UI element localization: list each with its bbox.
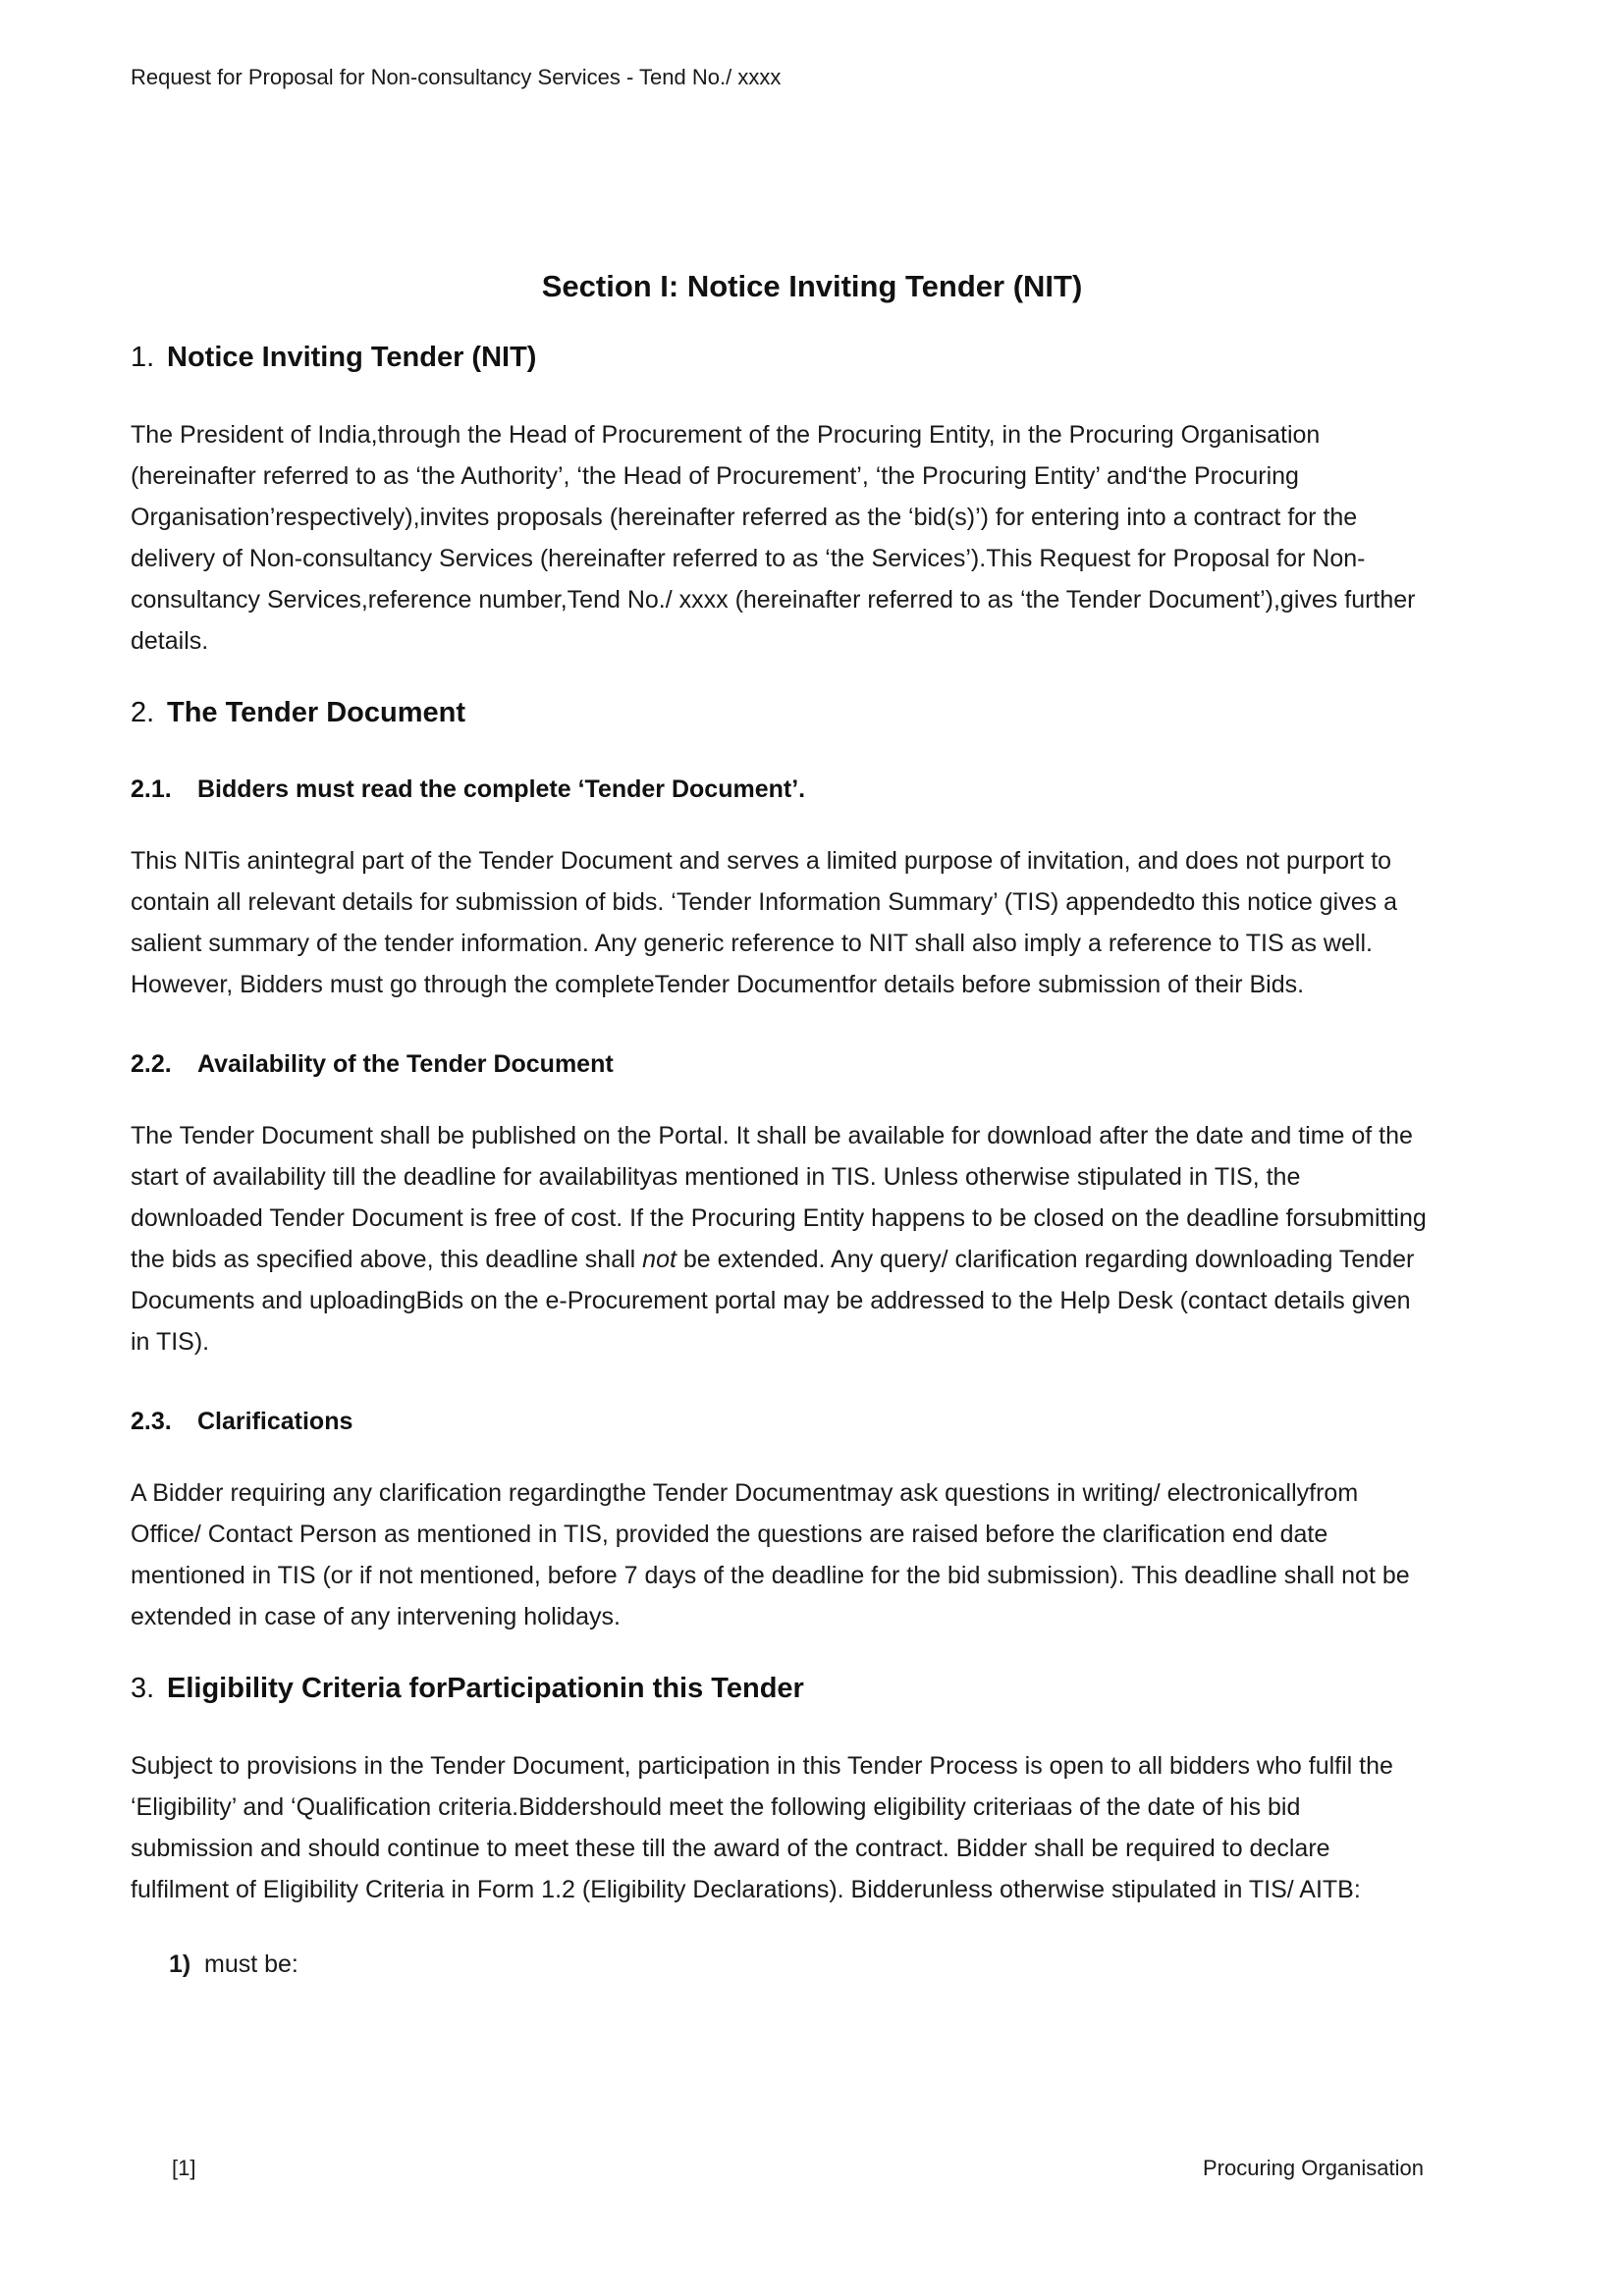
heading-number: 2.2. — [131, 1050, 172, 1078]
heading-number: 2.3. — [131, 1408, 172, 1435]
paragraph-must-read: This NITis anintegral part of the Tender Document and serves a limited purpose of invitation, and does not purport to contain all relevant details for submission of bids. ‘Tender Information Summary’ (TIS) appendedto this notice gives a salient summary of the tender information. Any generic reference to NIT shall also imply a reference to TIS as well. However, Bidders must go through the completeTender Documentfor details before submission of their Bids. — [131, 847, 1397, 998]
list-item-number: 1) — [169, 1950, 191, 1978]
heading-number: 1. — [131, 342, 155, 373]
page-number: [1] — [172, 2156, 196, 2180]
page-footer — [131, 2156, 1445, 2181]
footer-organisation-label: Procuring Organisation — [1202, 2156, 1424, 2180]
heading-3-eligibility — [131, 1671, 1493, 1706]
heading-1-nit — [131, 340, 1493, 375]
paragraph-text: be extended. Any query/ clarification regarding downloading Tender Documents and uploadingBids on the e-Procurement portal may be addressed to the Help Desk (contact details given in TIS). — [131, 1246, 1415, 1356]
heading-2-1-must-read — [131, 774, 1493, 805]
heading-2-2-availability — [131, 1048, 1493, 1080]
list-item-text: must be: — [204, 1950, 298, 1978]
heading-text: Bidders must read the complete ‘Tender Document’. — [197, 775, 806, 803]
paragraph-nit: The President of India,through the Head of Procurement of the Procuring Entity, in the Procuring Organisation (hereinafter referred to as ‘the Authority’, ‘the Head of Procurement’, ‘the Procuring Entity’ and‘the Procuring Organisation’respectively),invites proposals (hereinafter referred as the ‘bid(s)’) for entering into a contract for the delivery of Non-consultancy Services (hereinafter referred to as ‘the Services’).This Request for Proposal for Non-consultancy Services,reference number,Tend No./ xxxx (hereinafter referred to as ‘the Tender Document’),gives further details. — [131, 421, 1416, 655]
heading-2-tender-document — [131, 695, 1493, 730]
paragraph-italic-word: not — [642, 1246, 677, 1273]
heading-2-3-clarifications — [131, 1406, 1493, 1437]
document-body — [131, 0, 1493, 1985]
running-header: Request for Proposal for Non-consultancy Services - Tend No./ xxxx — [131, 65, 782, 89]
heading-text: Eligibility Criteria forParticipationin this Tender — [167, 1673, 804, 1704]
heading-text: The Tender Document — [167, 697, 465, 728]
heading-number: 2.1. — [131, 775, 172, 803]
heading-text: Clarifications — [197, 1408, 353, 1435]
paragraph-eligibility: Subject to provisions in the Tender Document, participation in this Tender Process is open to all bidders who fulfil the ‘Eligibility’ and ‘Qualification criteria.Biddershould meet the following eligibility criteriaas of the date of his bid submission and should continue to meet these till the award of the contract. Bidder shall be required to declare fulfilment of Eligibility Criteria in Form 1.2 (Eligibility Declarations). Bidderunless otherwise stipulated in TIS/ AITB: — [131, 1752, 1393, 1903]
heading-number: 2. — [131, 697, 155, 728]
paragraph-clarifications: A Bidder requiring any clarification regardingthe Tender Documentmay ask questions in writing/ electronicallyfrom Office/ Contact Person as mentioned in TIS, provided the questions are raised before the clarification end date mentioned in TIS (or if not mentioned, before 7 days of the deadline for the bid submission). This deadline shall not be extended in case of any intervening holidays. — [131, 1479, 1410, 1630]
paragraph-availability — [131, 1115, 1427, 1362]
numbered-list-item-1 — [169, 1944, 1493, 1985]
heading-text: Notice Inviting Tender (NIT) — [167, 342, 537, 373]
heading-number: 3. — [131, 1673, 155, 1704]
document-title: Section I: Notice Inviting Tender (NIT) — [541, 269, 1083, 303]
paragraph-text: The Tender Document shall be published on the Portal. It shall be available for download after the date and time of the start of availability till the deadline for availabilityas mentioned in TIS. Unless otherwise stipulated in TIS, the downloaded Tender Document is free of cost. If the Procuring Entity happens to be closed on the deadline forsubmitting the bids as specified above, this deadline shall — [131, 1122, 1427, 1273]
heading-text: Availability of the Tender Document — [197, 1050, 614, 1078]
